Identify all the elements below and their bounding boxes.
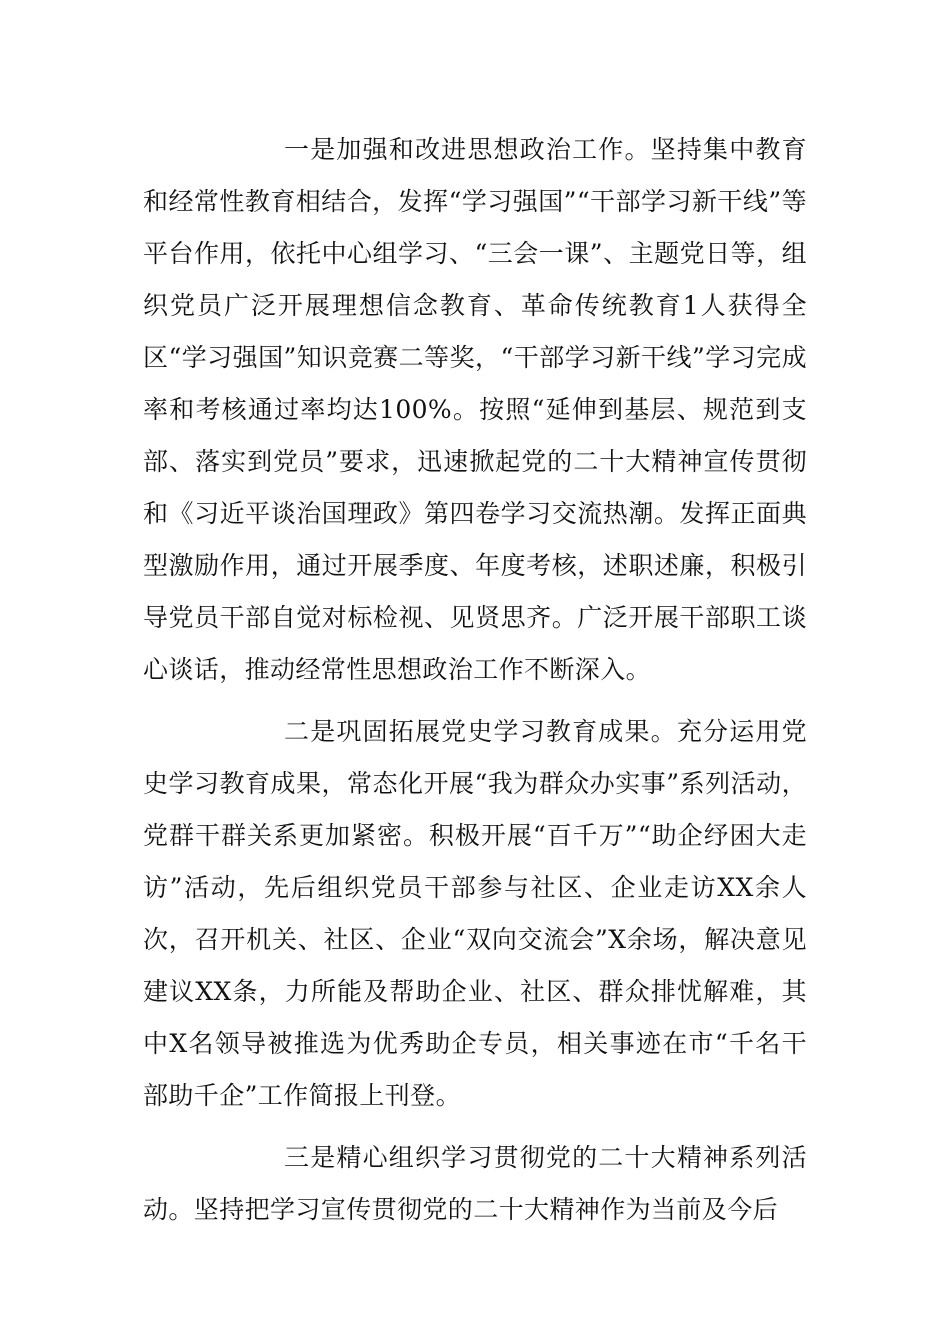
paragraph-twentieth-congress: 三是精心组织学习贯彻党的二十大精神系列活动。坚持把学习宣传贯彻党的二十大精神作为当前及今后 xyxy=(143,1143,807,1224)
paragraph-party-history: 二是巩固拓展党史学习教育成果。充分运用党史学习教育成果，常态化开展“我为群众办实事”系列活动，党群干群关系更加紧密。积极开展“百千万”“助企纾困大走访”活动，先后组织党员干部参与社区、企业走访XX余人次，召开机关、社区、企业“双向交流会”X余场，解决意见建议XX条，力所能及帮助企业、社区、群众排忧解难，其中X名领导被推选为优秀助企专员，相关事迹在市“千名干部助千企”工作简报上刊登。 xyxy=(143,717,807,1110)
paragraph-ideological-work: 一是加强和改进思想政治工作。坚持集中教育和经常性教育相结合，发挥“学习强国”“干部学习新干线”等平台作用，依托中心组学习、“三会一课”、主题党日等，组织党员广泛开展理想信念教育、革命传统教育1人获得全区“学习强国”知识竞赛二等奖，“干部学习新干线”学习完成率和考核通过率均达100%。按照“延伸到基层、规范到支部、落实到党员”要求，迅速掀起党的二十大精神宣传贯彻和《习近平谈治国理政》第四卷学习交流热潮。发挥正面典型激励作用，通过开展季度、年度考核，述职述廉，积极引导党员干部自觉对标检视、见贤思齐。广泛开展干部职工谈心谈话，推动经常性思想政治工作不断深入。 xyxy=(143,135,807,684)
document-body xyxy=(143,124,807,1246)
